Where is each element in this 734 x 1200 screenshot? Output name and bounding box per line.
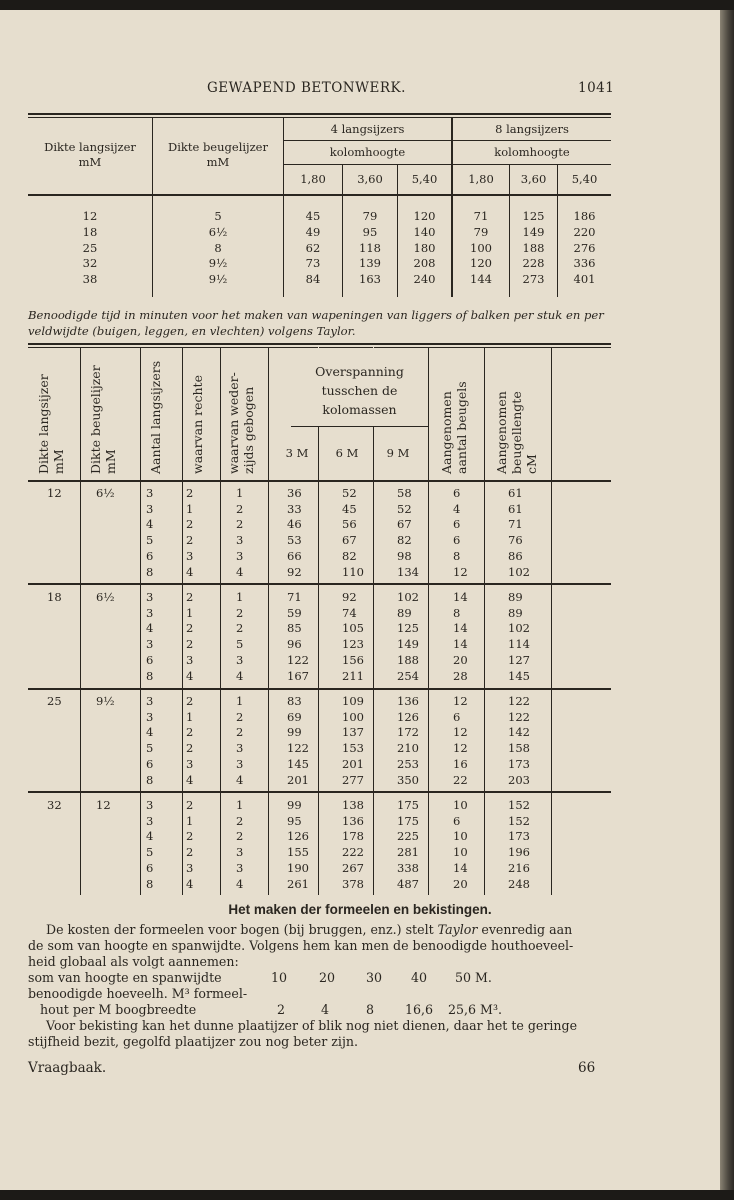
- t1-cell: 240: [413, 272, 436, 287]
- t2-cell: 4: [186, 564, 194, 579]
- t1-cell: 12: [82, 209, 98, 223]
- t2-cell: 6: [146, 548, 154, 563]
- t2-group-langsijzer: 32: [47, 798, 62, 812]
- t2-cell: 8: [146, 564, 154, 579]
- t2-cell: 8: [146, 668, 154, 683]
- t2-cell: 2: [186, 725, 194, 740]
- t2-cell: 45: [342, 501, 357, 516]
- t2-cell: 152: [508, 798, 530, 812]
- t2-cell: 350: [397, 772, 419, 787]
- table-column-rule: [268, 347, 269, 895]
- t1-cell: 188: [522, 240, 545, 255]
- t1-group-4-langsijzers: 4 langsijzers: [330, 122, 405, 136]
- t2-cell: 4: [236, 668, 244, 683]
- t2-cell: 4: [236, 564, 244, 579]
- t2-cell: 2: [186, 590, 194, 604]
- t2-cell: 6: [453, 813, 461, 828]
- t2-cell: 102: [508, 621, 530, 636]
- t1-cell: 71: [473, 209, 489, 223]
- t2-cell: 96: [287, 637, 302, 652]
- table-column-rule: [428, 347, 429, 895]
- t2-cell: 4: [236, 876, 244, 891]
- t1-cell: 228: [522, 256, 545, 271]
- t2-cell: 4: [236, 772, 244, 787]
- t2-span-9m: 9 M: [386, 446, 410, 460]
- t2-cell: 14: [453, 860, 468, 875]
- t2-cell: 138: [342, 798, 364, 812]
- paragraph-line: De kosten der formeelen voor bogen (bij bruggen, enz.) stelt Taylor evenredig aan: [46, 922, 573, 937]
- t2-cell: 2: [186, 533, 194, 548]
- t1-cell: 273: [522, 272, 545, 287]
- t2-group-langsijzer: 12: [47, 486, 62, 500]
- t2-cell: 3: [146, 605, 154, 620]
- t1-cell: 25: [82, 240, 98, 255]
- t2-cell: 99: [287, 798, 302, 812]
- t2-group-beugelijzer: 6½: [96, 486, 115, 500]
- paragraph-line: Voor bekisting kan het dunne plaatijzer of blik nog niet dienen, daar het te geringe: [46, 1018, 578, 1033]
- table-column-rule: [318, 347, 319, 895]
- t2-cell: 2: [236, 829, 244, 844]
- t2-cell: 99: [287, 725, 302, 740]
- paragraph-line: de som van hoogte en spanwijdte. Volgens hem kan men de benoodigde houthoeveel-: [28, 938, 574, 953]
- t2-cell: 6: [146, 756, 154, 771]
- t2-cell: 2: [186, 829, 194, 844]
- t1-cell: 73: [305, 256, 321, 271]
- t1-cell: 6½: [208, 224, 228, 239]
- t2-cell: 20: [453, 876, 468, 891]
- t2-cell: 3: [236, 652, 244, 667]
- table-column-rule: [373, 347, 374, 895]
- t2-cell: 145: [287, 756, 309, 771]
- t2-cell: 6: [453, 486, 461, 500]
- t2-cell: 122: [287, 741, 309, 756]
- t2-cell: 85: [287, 621, 302, 636]
- t2-cell: 3: [236, 548, 244, 563]
- t1-cell: 163: [359, 272, 381, 287]
- t2-cell: 338: [397, 860, 419, 875]
- t2-cell: 33: [287, 501, 302, 516]
- t2-cell: 3: [146, 637, 154, 652]
- t1-height-col: 3,60: [520, 172, 547, 186]
- t2-cell: 22: [453, 772, 468, 787]
- t1-cell: 120: [413, 209, 436, 223]
- t2-cell: 10: [453, 845, 468, 860]
- t2-cell: 109: [342, 694, 364, 708]
- t2-cell: 36: [287, 486, 302, 500]
- t1-height-col: 5,40: [411, 172, 438, 186]
- row-hout-value: 8: [366, 1002, 375, 1017]
- t2-cell: 82: [342, 548, 357, 563]
- table-column-rule: [80, 347, 81, 895]
- t2-cell: 5: [146, 533, 154, 548]
- t2-cell: 173: [508, 756, 530, 771]
- t2-cell: 76: [508, 533, 523, 548]
- t2-cell: 145: [508, 668, 530, 683]
- t2-header-langsijzer: Dikte langsijzer mM: [36, 374, 66, 474]
- t1-cell: 18: [82, 224, 98, 239]
- t2-cell: 2: [236, 709, 244, 724]
- t2-cell: 4: [146, 829, 154, 844]
- t2-header-aantal-beugels: Aangenomen aantal beugels: [439, 381, 469, 474]
- table-column-rule: [551, 347, 552, 895]
- t1-cell: 100: [470, 240, 492, 255]
- t2-group-langsijzer: 25: [47, 694, 62, 708]
- t2-cell: 8: [146, 876, 154, 891]
- t2-cell: 3: [146, 694, 154, 708]
- t2-cell: 3: [186, 652, 194, 667]
- t1-height-col: 5,40: [571, 172, 598, 186]
- t2-cell: 83: [287, 694, 302, 708]
- t2-cell: 12: [453, 694, 468, 708]
- running-header-title: GEWAPEND BETONWERK.: [207, 80, 406, 96]
- t2-cell: 2: [186, 486, 194, 500]
- t2-cell: 6: [453, 533, 461, 548]
- t2-cell: 5: [236, 637, 244, 652]
- t2-group-beugelijzer: 12: [96, 798, 111, 812]
- t2-cell: 8: [453, 548, 461, 563]
- t2-header-gebogen: waarvan weder- zijds gebogen: [226, 372, 256, 474]
- t2-cell: 211: [342, 668, 364, 683]
- t2-cell: 253: [397, 756, 419, 771]
- t2-cell: 158: [508, 741, 530, 756]
- t2-cell: 2: [186, 798, 194, 812]
- t2-cell: 8: [146, 772, 154, 787]
- row-hout-label: benoodigde hoeveelh. M³ formeel-: [28, 986, 248, 1001]
- t2-cell: 56: [342, 517, 357, 532]
- row-som-value: 10: [271, 970, 288, 985]
- t2-cell: 277: [342, 772, 364, 787]
- t1-cell: 8: [214, 240, 222, 255]
- t2-cell: 2: [186, 637, 194, 652]
- t2-header-beugelijzer: Dikte beugelijzer mM: [88, 365, 118, 474]
- footer-title: Vraagbaak.: [28, 1060, 107, 1076]
- t2-cell: 8: [453, 605, 461, 620]
- t2-cell: 173: [508, 829, 530, 844]
- t2-cell: 12: [453, 725, 468, 740]
- t2-cell: 188: [397, 652, 419, 667]
- t1-cell: 62: [305, 240, 321, 255]
- t1-group-8-langsijzers: 8 langsijzers: [495, 122, 569, 136]
- t2-cell: 222: [342, 845, 364, 860]
- t2-cell: 71: [508, 517, 523, 532]
- t2-cell: 175: [397, 813, 419, 828]
- t2-cell: 16: [453, 756, 468, 771]
- t1-cell: 95: [362, 224, 378, 239]
- t1-cell: 5: [214, 209, 222, 223]
- t2-cell: 3: [236, 756, 244, 771]
- t1-cell: 336: [573, 256, 596, 271]
- t1-cell: 79: [362, 209, 378, 223]
- t2-cell: 3: [146, 501, 154, 516]
- t1-kolomhoogte-8: kolomhoogte: [494, 145, 570, 159]
- t2-cell: 190: [287, 860, 309, 875]
- t2-cell: 10: [453, 829, 468, 844]
- t2-cell: 3: [186, 756, 194, 771]
- t1-height-col: 1,80: [300, 172, 326, 186]
- t2-cell: 149: [397, 637, 419, 652]
- section-heading: Het maken der formeelen en bekistingen.: [228, 902, 492, 917]
- t2-cell: 1: [186, 605, 194, 620]
- t2-cell: 59: [287, 605, 302, 620]
- t2-cell: 4: [186, 772, 194, 787]
- t1-cell: 120: [470, 256, 492, 271]
- t2-cell: 167: [287, 668, 309, 683]
- t2-cell: 4: [186, 668, 194, 683]
- t1-cell: 125: [522, 209, 545, 223]
- t2-cell: 136: [342, 813, 364, 828]
- t2-header-beugellengte: Aangenomen beugellengte cM: [494, 391, 539, 474]
- t1-cell: 9½: [208, 272, 228, 287]
- t2-cell: 2: [186, 845, 194, 860]
- t2-cell: 71: [287, 590, 302, 604]
- t2-cell: 6: [453, 709, 461, 724]
- page-number: 1041: [578, 80, 615, 96]
- t2-cell: 102: [508, 564, 530, 579]
- t2-cell: 4: [146, 725, 154, 740]
- table-column-rule: [140, 347, 141, 895]
- row-som-label: som van hoogte en spanwijdte: [28, 970, 222, 985]
- t1-cell: 220: [573, 224, 596, 239]
- t2-cell: 14: [453, 621, 468, 636]
- t2-cell: 61: [508, 501, 523, 516]
- t2-cell: 105: [342, 621, 364, 636]
- row-hout-label: hout per M boogbreedte: [40, 1002, 197, 1017]
- t1-cell: 139: [359, 256, 381, 271]
- t2-cell: 1: [236, 486, 244, 500]
- book-spine: [720, 10, 734, 1190]
- t2-span-6m: 6 M: [335, 446, 359, 460]
- t2-cell: 225: [397, 829, 419, 844]
- t2-cell: 82: [397, 533, 412, 548]
- t2-cell: 1: [186, 709, 194, 724]
- t1-cell: 32: [82, 256, 98, 271]
- t2-cell: 487: [397, 876, 419, 891]
- t2-cell: 2: [236, 621, 244, 636]
- t2-cell: 100: [342, 709, 364, 724]
- t2-cell: 126: [397, 709, 419, 724]
- t1-cell: 79: [473, 224, 489, 239]
- t2-cell: 58: [397, 486, 412, 500]
- t2-cell: 172: [397, 725, 419, 740]
- t2-cell: 61: [508, 486, 523, 500]
- t2-cell: 254: [397, 668, 419, 683]
- t2-cell: 12: [453, 564, 468, 579]
- t2-cell: 142: [508, 725, 530, 740]
- t2-cell: 122: [287, 652, 309, 667]
- t2-cell: 102: [397, 590, 419, 604]
- table-2-caption: Benoodigde tijd in minuten voor het maken van wapeningen van liggers of balken per stuk en per veldwijdte (buigen, leggen, en vlechten) volgens Taylor.: [28, 308, 604, 338]
- table-column-rule: [182, 347, 183, 895]
- paragraph-line: stijfheid bezit, gegolfd plaatijzer zou nog beter zijn.: [28, 1034, 358, 1049]
- t1-cell: 401: [573, 272, 596, 287]
- t2-cell: 92: [287, 564, 302, 579]
- t2-cell: 3: [186, 548, 194, 563]
- t2-cell: 4: [146, 517, 154, 532]
- t1-height-col: 3,60: [357, 172, 383, 186]
- t2-cell: 2: [236, 725, 244, 740]
- t2-cell: 261: [287, 876, 309, 891]
- t2-cell: 95: [287, 813, 302, 828]
- t2-cell: 210: [397, 741, 419, 756]
- t2-cell: 12: [453, 741, 468, 756]
- t1-cell: 144: [470, 272, 492, 287]
- t2-cell: 2: [236, 605, 244, 620]
- t2-cell: 178: [342, 829, 364, 844]
- t2-cell: 1: [236, 798, 244, 812]
- t2-cell: 137: [342, 725, 364, 740]
- t2-cell: 127: [508, 652, 530, 667]
- t2-cell: 52: [342, 486, 357, 500]
- t2-cell: 152: [508, 813, 530, 828]
- t2-cell: 2: [186, 621, 194, 636]
- t2-cell: 10: [453, 798, 468, 812]
- t2-cell: 46: [287, 517, 302, 532]
- t2-cell: 89: [508, 605, 523, 620]
- t2-cell: 2: [236, 501, 244, 516]
- t2-cell: 3: [146, 590, 154, 604]
- t2-header-aantal-langsijzers: Aantal langsijzers: [148, 360, 163, 474]
- t1-cell: 180: [413, 240, 436, 255]
- t2-cell: 125: [397, 621, 419, 636]
- t2-cell: 89: [508, 590, 523, 604]
- t2-cell: 134: [397, 564, 419, 579]
- t2-cell: 153: [342, 741, 364, 756]
- row-hout-value: 4: [321, 1002, 330, 1017]
- t2-cell: 3: [236, 533, 244, 548]
- t2-cell: 86: [508, 548, 523, 563]
- row-som-value: 50 M.: [455, 970, 492, 985]
- t2-cell: 4: [453, 501, 461, 516]
- table-column-rule: [220, 347, 221, 895]
- t2-cell: 110: [342, 564, 364, 579]
- t2-cell: 3: [236, 845, 244, 860]
- t1-header-beugelijzer: Dikte beugelijzer mM: [168, 140, 268, 169]
- t2-header-overspanning: Overspanning tusschen de kolomassen: [315, 364, 404, 417]
- t2-cell: 28: [453, 668, 468, 683]
- t2-cell: 4: [186, 876, 194, 891]
- t1-header-langsijzer: Dikte langsijzer mM: [44, 140, 136, 169]
- t1-cell: 276: [573, 240, 596, 255]
- t1-kolomhoogte-4: kolomhoogte: [329, 145, 406, 159]
- t2-group-beugelijzer: 6½: [96, 590, 115, 604]
- t2-cell: 122: [508, 709, 530, 724]
- paragraph-line: heid globaal als volgt aannemen:: [28, 954, 239, 969]
- t2-span-3m: 3 M: [285, 446, 309, 460]
- t1-height-col: 1,80: [468, 172, 494, 186]
- t2-cell: 20: [453, 652, 468, 667]
- t2-cell: 1: [186, 501, 194, 516]
- t2-cell: 378: [342, 876, 364, 891]
- t1-cell: 118: [359, 240, 381, 255]
- t2-cell: 1: [236, 590, 244, 604]
- t2-cell: 216: [508, 860, 530, 875]
- t2-cell: 3: [186, 860, 194, 875]
- t2-cell: 3: [146, 709, 154, 724]
- t2-cell: 122: [508, 694, 530, 708]
- t2-cell: 69: [287, 709, 302, 724]
- t2-cell: 74: [342, 605, 357, 620]
- t1-cell: 140: [413, 224, 436, 239]
- t1-cell: 149: [522, 224, 545, 239]
- t1-cell: 84: [305, 272, 321, 287]
- t2-header-waarvan-rechte: waarvan rechte: [190, 375, 205, 474]
- t2-cell: 201: [342, 756, 364, 771]
- t2-cell: 136: [397, 694, 419, 708]
- t2-cell: 92: [342, 590, 357, 604]
- t2-cell: 89: [397, 605, 412, 620]
- t2-cell: 3: [146, 813, 154, 828]
- table-column-rule: [484, 347, 485, 895]
- t2-cell: 1: [236, 694, 244, 708]
- t2-cell: 66: [287, 548, 302, 563]
- t2-cell: 248: [508, 876, 530, 891]
- t1-cell: 208: [413, 256, 436, 271]
- t2-group-beugelijzer: 9½: [96, 694, 115, 708]
- row-som-value: 20: [319, 970, 336, 985]
- t2-cell: 67: [397, 517, 412, 532]
- t2-cell: 6: [146, 652, 154, 667]
- t2-cell: 3: [236, 741, 244, 756]
- t2-cell: 203: [508, 772, 530, 787]
- t2-cell: 67: [342, 533, 357, 548]
- t2-cell: 3: [146, 486, 154, 500]
- t2-cell: 3: [236, 860, 244, 875]
- t2-cell: 2: [186, 517, 194, 532]
- t2-cell: 98: [397, 548, 412, 563]
- t2-cell: 123: [342, 637, 364, 652]
- t2-cell: 2: [186, 694, 194, 708]
- t2-cell: 175: [397, 798, 419, 812]
- row-hout-value: 16,6: [405, 1002, 434, 1017]
- t1-cell: 38: [82, 272, 98, 287]
- t2-cell: 2: [236, 813, 244, 828]
- t2-cell: 267: [342, 860, 364, 875]
- t2-cell: 201: [287, 772, 309, 787]
- t2-cell: 4: [146, 621, 154, 636]
- row-som-value: 30: [366, 970, 383, 985]
- t2-cell: 155: [287, 845, 309, 860]
- t2-cell: 5: [146, 741, 154, 756]
- t2-cell: 52: [397, 501, 412, 516]
- t1-cell: 49: [305, 224, 321, 239]
- t2-cell: 156: [342, 652, 364, 667]
- t2-cell: 5: [146, 845, 154, 860]
- t1-cell: 186: [573, 209, 596, 223]
- t2-cell: 281: [397, 845, 419, 860]
- row-hout-value: 25,6 M³.: [448, 1002, 502, 1017]
- t2-cell: 1: [186, 813, 194, 828]
- t2-group-langsijzer: 18: [47, 590, 62, 604]
- t1-cell: 45: [305, 209, 321, 223]
- t2-cell: 196: [508, 845, 530, 860]
- t2-cell: 6: [146, 860, 154, 875]
- t2-cell: 2: [186, 741, 194, 756]
- t2-cell: 114: [508, 637, 530, 652]
- t1-cell: 9½: [208, 256, 228, 271]
- t2-cell: 6: [453, 517, 461, 532]
- t2-cell: 126: [287, 829, 309, 844]
- t2-cell: 2: [236, 517, 244, 532]
- row-hout-value: 2: [277, 1002, 286, 1017]
- row-som-value: 40: [411, 970, 428, 985]
- t2-cell: 53: [287, 533, 302, 548]
- t2-cell: 14: [453, 590, 468, 604]
- footer-signature: 66: [578, 1060, 596, 1076]
- t2-cell: 3: [146, 798, 154, 812]
- t2-cell: 14: [453, 637, 468, 652]
